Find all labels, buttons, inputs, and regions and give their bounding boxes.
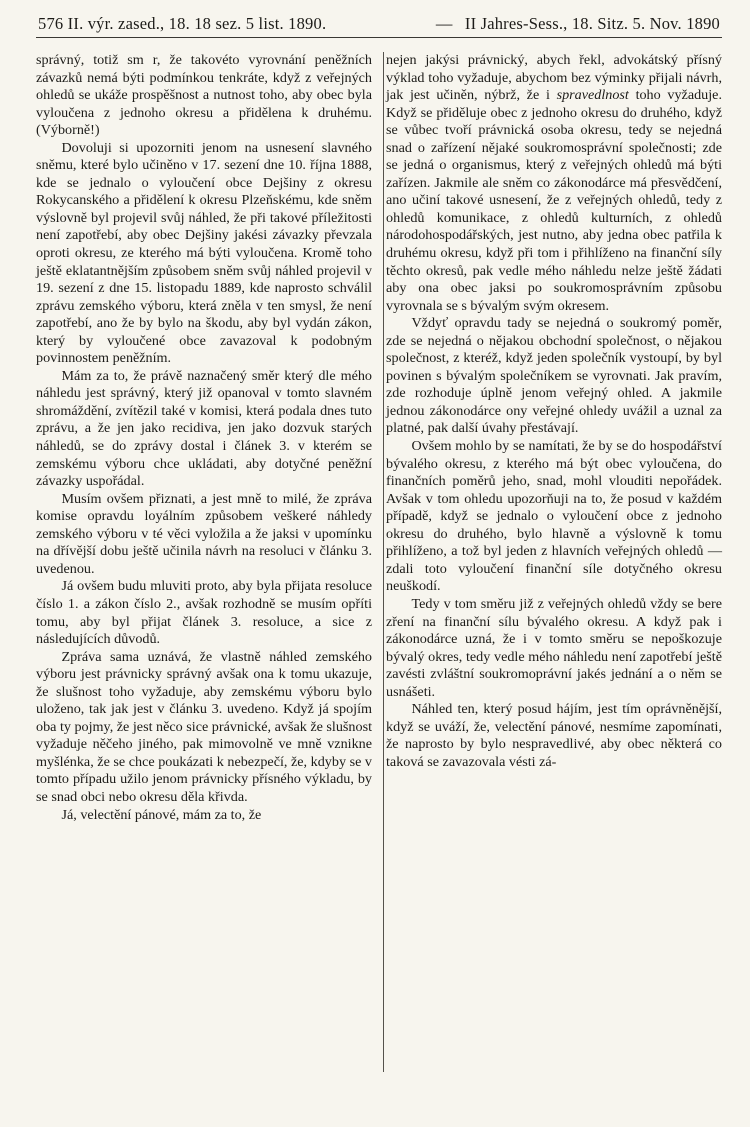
paragraph: Mám za to, že právě naznačený směr který dle mého náhledu jest správný, který již opanoval v tomto slavném shromáždění, zvítězil také v komisi, která podala dnes tuto zprávu, a že jen jako recidiva, jen jako dozvuk starých náhledů, se do zprávy dostal i článek 3. v kterém se zemskému výboru chce ukládati, aby dotyčné peněžní závazky uspořádal. bbox=[36, 367, 372, 490]
paragraph: Dovoluji si upozorniti jenom na usnesení slavného sněmu, které bylo učiněno v 17. sezení dne 10. října 1888, kde se jednalo o vyloučení obce Dejšiny z okresu Rokycanského a přidělení k okresu Plzeňskému, kde sněm výslovně byl projevil svůj náhled, že při takové příležitosti není zapotřebí, aby obec Dejšiny jakési závazky převzala oproti okresu, ze kterého má býti vyloučena. Kromě toho ještě eklatantnějším způsobem sněm svůj náhled projevil v 19. sezení z dne 15. listopadu 1889, kde naprosto schválil zprávu zemského výboru, která zněla v ten smysl, že není zapotřebí, ano že by bylo na škodu, aby byl vydán zákon, který by vyloučené obce zavazoval k podobným povinnostem peněžním. bbox=[36, 139, 372, 367]
paragraph: Ovšem mohlo by se namítati, že by se do hospodářství bývalého okresu, z kterého má být obec vyloučena, do finančních poměrů jeho, snad, mohl vlouditi nepořádek. Avšak v tom ohledu upozorňuji na to, že posud v každém případě, když se jednalo o vyloučení obce z jednoho okresu do druhého, bylo hlavně a výslovně k tomu přihlíženo, a tož byl jeden z hlavních veřejných ohledů — zdali toto vyloučení finanční síle dotyčného okresu neuškodí. bbox=[386, 438, 722, 595]
paragraph bbox=[386, 52, 722, 315]
paragraph: správný, totiž sm r, že takovéto vyrovnání peněžních závazků nemá býti podmínkou tenkráte, když z veřejných ohledů se ukáže prospěšnost a nutnost toho, aby obec byla vyloučena z jednoho okresu a přidělena k druhému. (Výborně!) bbox=[36, 52, 372, 139]
header-right: II Jahres-Sess., 18. Sitz. 5. Nov. 1890 bbox=[464, 14, 720, 33]
paragraph: Zpráva sama uznává, že vlastně náhled zemského výboru jest právnicky správný avšak ona k tomu ukazuje, že slušnost toho vyžaduje, aby zemskému výboru bylo uloženo, tak jak jest v článku 3. uvedeno. Když já spojím oba ty pojmy, že jest něco sice právnické, avšak že slušnost vyžaduje něčeho jiného, pak mimovolně ve mně vznikne myšlénka, že se chce poukázati k nebezpečí, že, kdyby se v tomto případu užilo jenom právnicky přísného výkladu, by se snad obci nebo okresu děla křivda. bbox=[36, 648, 372, 805]
paragraph-text: nejen jakýsi právnický, abych řekl, advokátský přísný výklad toho vyžaduje, abychom bez výminky přijali návrh, jak jest učiněn, nýbrž, že i bbox=[386, 52, 722, 104]
header-left: 576 II. výr. zased., 18. 18 sez. 5 list. 1890. bbox=[38, 14, 327, 33]
paragraph: Náhled ten, který posud hájím, jest tím oprávněnější, když se uváží, že, velectění pánové, nesmíme zapomínati, že naprosto by bylo nespravedlivé, aby obec některá co taková se zavazovala vésti zá- bbox=[386, 701, 722, 770]
emphasis-text: spravedlnost bbox=[556, 87, 629, 104]
paragraph: Tedy v tom směru již z veřejných ohledů vždy se bere zření na finanční sílu bývalého okresu. A když pak i zákonodárce uzná, že i v tomto směru se nepoškozuje bývalý okres, tedy vedle mého náhledu není zapotřebí ještě zavésti zvláštní soukromoprávní jakés jednání a o něm se usnášeti. bbox=[386, 595, 722, 700]
right-column bbox=[386, 52, 722, 824]
paragraph: Já ovšem budu mluviti proto, aby byla přijata resoluce číslo 1. a zákon číslo 2., avšak rozhodně se musím opříti tomu, aby byl přijat článek 3. resoluce, a sice z následujících důvodů. bbox=[36, 578, 372, 648]
paragraph: Já, velectění pánové, mám za to, že bbox=[61, 806, 262, 823]
header-separator: — bbox=[435, 14, 453, 33]
column-divider bbox=[383, 52, 384, 1072]
text-columns bbox=[36, 52, 722, 824]
paragraph: Vždyť opravdu tady se nejedná o soukromý poměr, zde se nejedná o nějakou obchodní společnost, o nějakou společnost, z kteréž, když jeden společník vystoupí, by byl povinen s bývalým společníkem se vyrovnati. Jak pravím, zde rozhoduje úplně jenom veřejný ohled. A jakmile jednou zákonodárce ony veřejné ohledy uvážil a uznal za platné, pak další úvahy přestávají. bbox=[386, 315, 722, 437]
left-column bbox=[36, 52, 372, 824]
paragraph: Musím ovšem přiznati, a jest mně to milé, že zpráva komise opravdu loyálním způsobem veškeré náhledy zemského výboru v té věci vyložila a že jaksi v upomínku na dřívější dobu ještě učinila návrh na resoluci v článku 3. uvedenou. bbox=[36, 490, 372, 577]
paragraph-text: toho vyžaduje. Když se přiděluje obec z jednoho okresu do druhého, když se vůbec tvoří právnická osoba okresu, tedy se nejedná snad o zařízení nějaké soukromosprávní společnosti; zde se jedná o organismus, který z veřejných ohledů má býti zařízen. Jakmile ale sněm co zákonodárce má přesvědčení, ano učiní takové usnesení, že z veřejných ohledů, tedy z ohledů komunikace, z ohledů kulturních, z ohledů národohospodářských, jest nutno, aby jedna obec patřila k druhému okresu, když při tom i přihlíženo na finanční síly těchto okresů, pak vedle mého náhledu nelze ještě žádati aby ona obec jaksi po soukromosprávním způsobu vyrovnala se s bývalým svým okresem. bbox=[386, 87, 722, 314]
running-header bbox=[36, 14, 722, 38]
